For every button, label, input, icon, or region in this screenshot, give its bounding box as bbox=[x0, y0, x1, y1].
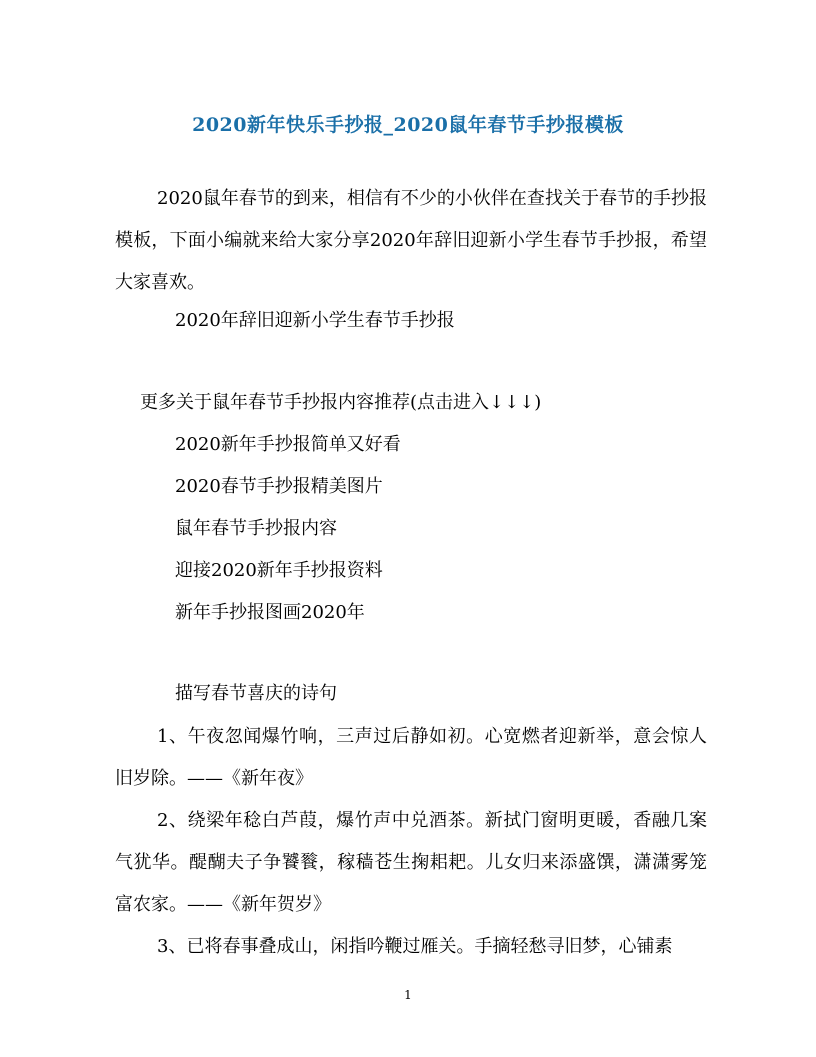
poem-3: 3、已将春事叠成山，闲指吟鞭过雁关。手摘轻愁寻旧梦，心铺素 bbox=[157, 936, 673, 957]
page-title: 2020新年快乐手抄报_2020鼠年春节手抄报模板 bbox=[192, 114, 624, 136]
intro-paragraph: 2020鼠年春节的到来，相信有不少的小伙伴在查找关于春节的手抄报模板，下面小编就来给大家分享2020年辞旧迎新小学生春节手抄报，希望大家喜欢。 bbox=[115, 188, 707, 293]
more-recommendations-label: 更多关于鼠年春节手抄报内容推荐(点击进入↓↓↓) bbox=[140, 392, 542, 413]
recommend-link-3[interactable]: 鼠年春节手抄报内容 bbox=[175, 518, 337, 539]
page-number: 1 bbox=[404, 988, 412, 1002]
subheading: 2020年辞旧迎新小学生春节手抄报 bbox=[175, 310, 455, 331]
poem-2: 2、绕梁年稔白芦葭，爆竹声中兑酒茶。新拭门窗明更暖，香融几案气犹华。醍醐夫子争饕餮，稼穑苍生掬耜耙。儿女归来添盛馔，潇潇雾笼富农家。——《新年贺岁》 bbox=[115, 810, 707, 915]
poems-heading: 描写春节喜庆的诗句 bbox=[175, 683, 337, 704]
recommend-link-4[interactable]: 迎接2020新年手抄报资料 bbox=[175, 560, 383, 581]
recommend-link-1[interactable]: 2020新年手抄报简单又好看 bbox=[175, 434, 401, 455]
recommend-link-2[interactable]: 2020春节手抄报精美图片 bbox=[175, 476, 383, 497]
poem-1: 1、午夜忽闻爆竹响，三声过后静如初。心宽燃者迎新举，意会惊人旧岁除。——《新年夜》 bbox=[115, 726, 707, 789]
recommend-link-5[interactable]: 新年手抄报图画2020年 bbox=[175, 602, 365, 623]
